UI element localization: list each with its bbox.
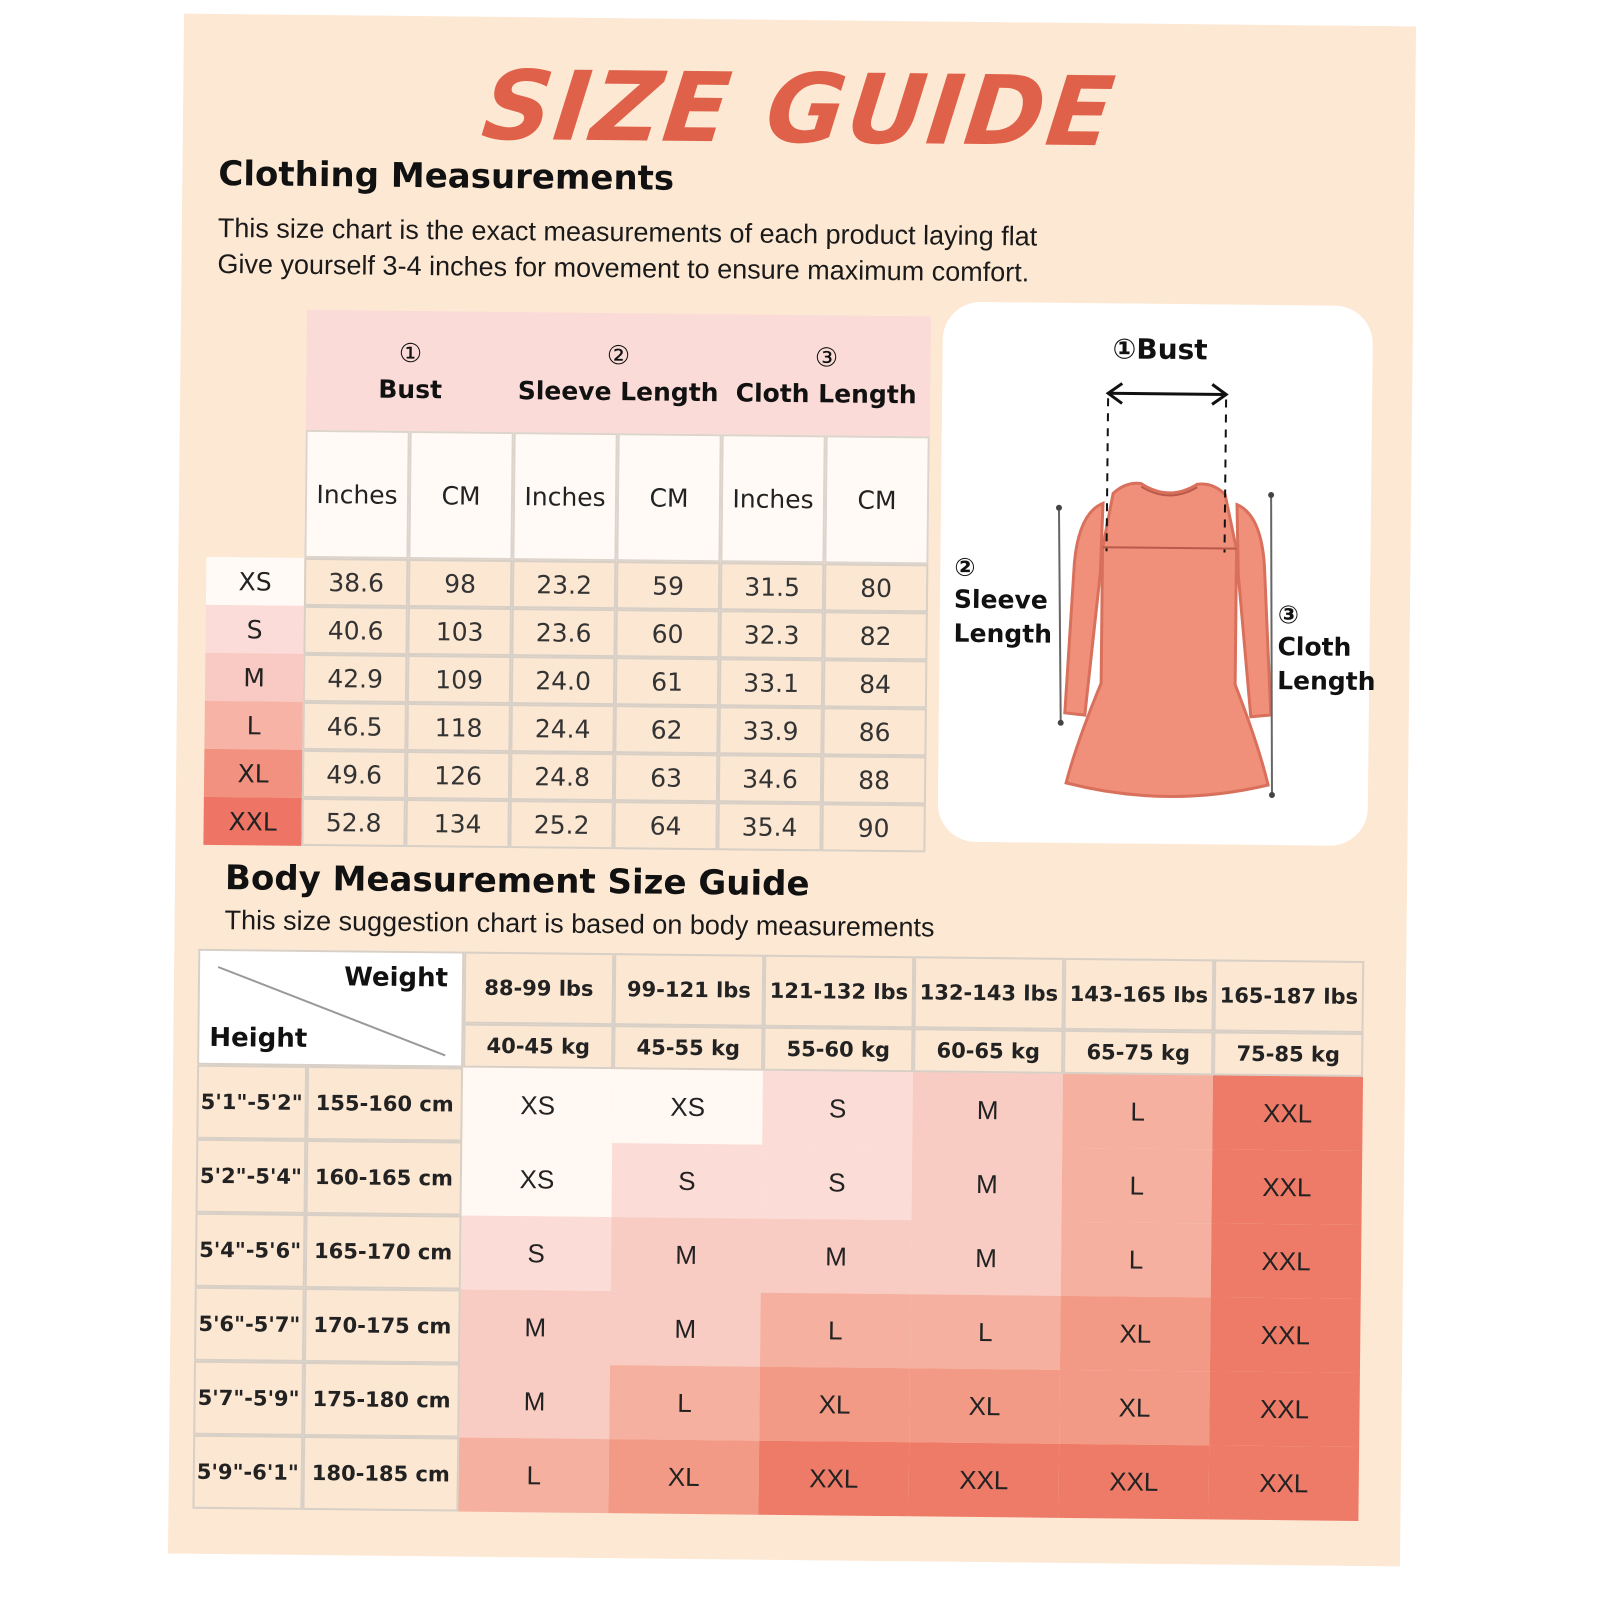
measurement-value: 82 [823,611,927,660]
measurement-value: 24.0 [511,656,615,705]
recommended-size: M [460,1290,611,1366]
size-label: M [205,653,303,702]
recommended-size: XXL [1058,1444,1209,1520]
measurement-value: 88 [822,755,926,804]
group-number: ② [606,340,631,371]
recommended-size: M [911,1220,1062,1296]
measurement-value: 63 [614,753,718,802]
recommended-size: XS [612,1069,763,1145]
dress-shape [1064,483,1273,798]
measurement-value: 33.9 [718,706,822,755]
recommended-size: S [461,1216,612,1292]
height-ft-label: 5'1"-5'2" [196,1065,307,1140]
recommended-size: XXL [1211,1223,1362,1299]
clothing-measurement-table [203,309,949,877]
recommended-size: XL [1059,1370,1210,1446]
measurement-value: 24.8 [510,752,614,801]
measurement-value: 40.6 [303,606,407,655]
group-header [514,322,723,424]
height-cm-label: 165-170 cm [305,1214,462,1290]
measurement-value: 60 [615,609,719,658]
measurement-value: 49.6 [302,750,406,799]
height-cm-label: 175-180 cm [303,1362,460,1438]
weight-lbs-header: 99-121 lbs [614,953,765,1027]
height-ft-label: 5'7"-5'9" [193,1361,304,1436]
recommended-size: L [458,1438,609,1514]
weight-kg-header: 45-55 kg [613,1025,763,1071]
recommended-size: XXL [1209,1371,1360,1447]
body-heading: Body Measurement Size Guide [224,858,810,905]
unit-header: CM [408,431,513,560]
recommended-size: XS [462,1142,613,1218]
height-cm-label: 170-175 cm [304,1288,461,1364]
height-ft-label: 5'6"-5'7" [194,1287,305,1362]
recommended-size: XXL [1211,1149,1362,1225]
sleeve-length-line [1054,505,1066,726]
weight-kg-header: 55-60 kg [763,1027,913,1073]
unit-header: CM [616,433,721,562]
measurement-value: 134 [405,799,509,848]
measurement-value: 34.6 [718,754,822,803]
recommended-size: XXL [908,1442,1059,1518]
unit-header: Inches [720,434,825,563]
recommended-size: L [1061,1222,1212,1298]
measurement-value: 61 [615,657,719,706]
measurement-value: 64 [613,801,717,850]
measurement-value: 42.9 [303,654,407,703]
height-ft-label: 5'4"-5'6" [195,1213,306,1288]
measurement-value: 35.4 [717,802,821,851]
clothing-note-line-1: This size chart is the exact measurements of each product laying flat [217,212,1038,252]
measurement-value: 59 [616,561,720,610]
measurement-value: 33.1 [719,658,823,707]
weight-kg-header: 60-65 kg [913,1028,1063,1074]
height-axis-label: Height [209,1022,308,1054]
unit-header: CM [824,435,929,564]
cloth-length-number: ③ [1277,600,1300,630]
recommended-size: XL [608,1439,759,1515]
recommended-size: M [912,1146,1063,1222]
measurement-value: 24.4 [510,704,614,753]
height-cm-label: 180-185 cm [302,1436,459,1512]
garment-diagram [937,302,1376,846]
measurement-value: 62 [614,705,718,754]
height-ft-label: 5'2"-5'4" [196,1139,307,1214]
measurement-value: 32.3 [719,610,823,659]
recommended-size: M [459,1364,610,1440]
recommended-size: L [760,1293,911,1369]
measurement-value: 98 [408,559,512,608]
group-label: Bust [378,374,443,404]
recommended-size: XL [1060,1296,1211,1372]
measurement-value: 46.5 [302,702,406,751]
cloth-length-label-line-2: Length [1277,666,1376,697]
group-label: Sleeve Length [517,375,719,407]
clothing-note-line-2: Give yourself 3-4 inches for movement to ensure maximum comfort. [217,248,1030,288]
measurement-value: 38.6 [304,558,408,607]
page-title: SIZE GUIDE [477,49,1122,169]
recommended-size: S [762,1071,913,1147]
size-label: L [204,701,302,750]
bust-label: ①Bust [1112,332,1208,367]
recommended-size: L [1062,1074,1213,1150]
recommended-size: XXL [758,1441,909,1517]
weight-lbs-header: 121-132 lbs [764,955,915,1029]
recommended-size: S [762,1145,913,1221]
height-cm-label: 160-165 cm [306,1140,463,1216]
recommended-size: M [610,1291,761,1367]
group-label: Cloth Length [735,377,917,409]
measurement-value: 52.8 [301,798,405,847]
measurement-value: 23.6 [511,608,615,657]
measurement-value: 126 [406,751,510,800]
weight-height-corner [197,949,464,1068]
size-label: XL [204,749,302,798]
recommended-size: M [761,1219,912,1295]
measurement-value: 31.5 [720,562,824,611]
unit-header: Inches [304,430,409,559]
measurement-value: 90 [821,803,925,852]
sleeve-label-line-2: Length [953,618,1053,649]
size-guide-sheet [168,14,1416,1567]
measurement-value: 118 [406,703,510,752]
recommended-size: XL [909,1368,1060,1444]
height-ft-label: 5'9"-6'1" [192,1435,303,1510]
group-number: ① [398,338,423,369]
group-number: ③ [814,342,839,373]
measurement-value: 109 [407,655,511,704]
dress-illustration [937,302,1373,846]
recommended-size: XXL [1210,1297,1361,1373]
weight-lbs-header: 88-99 lbs [464,952,615,1026]
measurement-value: 84 [823,659,927,708]
recommended-size: XS [462,1068,613,1144]
body-size-table [192,949,1368,1521]
recommended-size: S [612,1143,763,1219]
weight-axis-label: Weight [343,962,449,994]
recommended-size: L [1061,1148,1212,1224]
weight-lbs-header: 165-187 lbs [1213,959,1364,1033]
sleeve-label-line-1: Sleeve [953,584,1048,615]
recommended-size: M [912,1072,1063,1148]
measurement-value: 103 [407,607,511,656]
recommended-size: XXL [1212,1075,1363,1151]
recommended-size: L [609,1365,760,1441]
recommended-size: M [611,1217,762,1293]
weight-lbs-header: 132-143 lbs [914,956,1065,1030]
size-label: S [205,605,303,654]
height-cm-label: 155-160 cm [306,1066,463,1142]
group-header [306,320,515,422]
group-header [722,324,931,426]
weight-kg-header: 65-75 kg [1063,1030,1213,1076]
measurement-value: 25.2 [509,800,613,849]
recommended-size: XL [759,1367,910,1443]
size-label: XXL [203,797,301,846]
measurement-value: 23.2 [512,560,616,609]
weight-kg-header: 40-45 kg [463,1024,613,1070]
measurement-value: 80 [824,563,928,612]
sleeve-number: ② [954,552,976,582]
cloth-length-label-line-1: Cloth [1277,632,1352,662]
recommended-size: L [910,1294,1061,1370]
unit-header: Inches [512,432,617,561]
body-subtitle: This size suggestion chart is based on body measurements [224,905,935,943]
weight-kg-header: 75-85 kg [1213,1031,1363,1077]
size-label: XS [206,557,304,606]
clothing-heading: Clothing Measurements [218,153,675,199]
measurement-value: 86 [822,707,926,756]
recommended-size: XXL [1208,1445,1359,1521]
weight-lbs-header: 143-165 lbs [1064,958,1215,1032]
